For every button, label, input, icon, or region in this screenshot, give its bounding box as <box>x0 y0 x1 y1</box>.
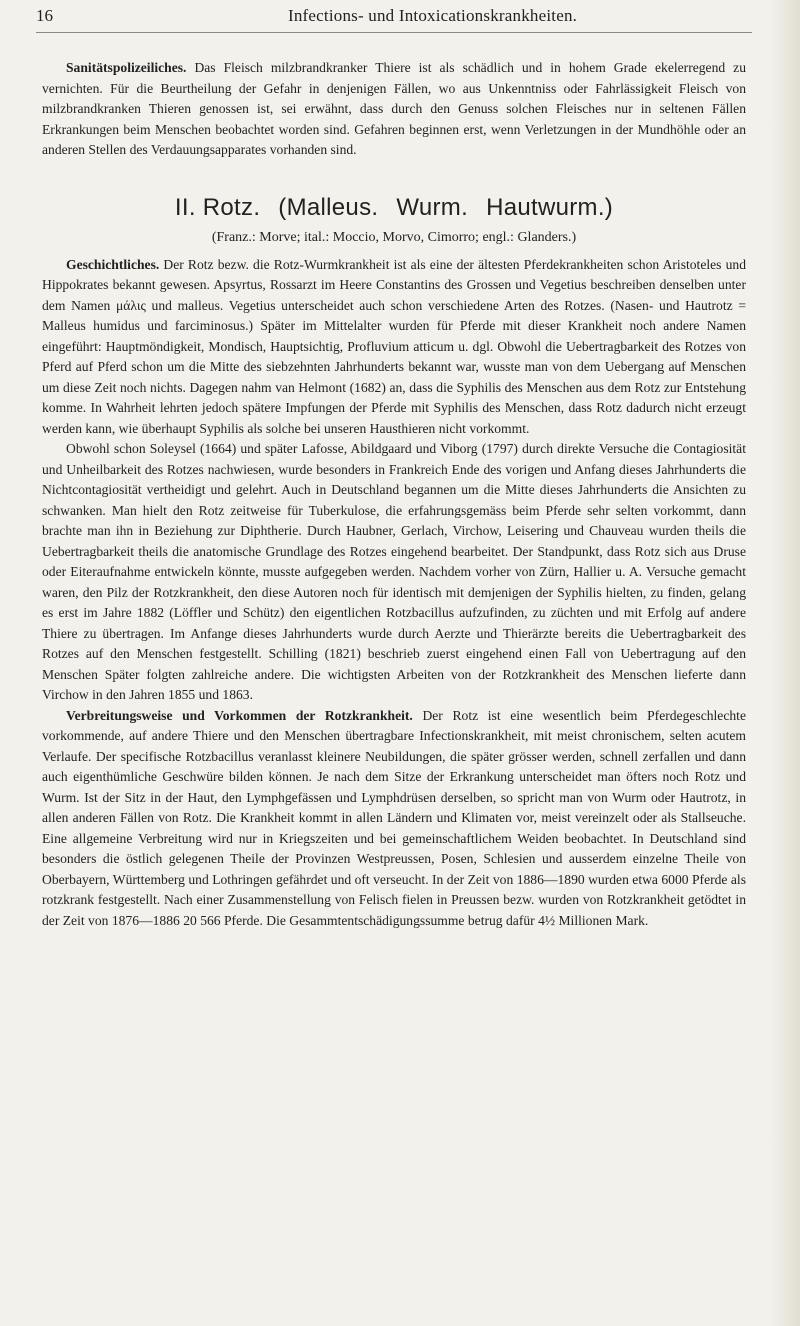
body-text <box>42 58 746 931</box>
running-title: Infections- und Intoxicationskrankheiten. <box>288 6 578 25</box>
chapter-number: II. <box>174 193 196 221</box>
section-lead-history: Geschichtliches. <box>66 256 160 272</box>
paragraph-text: Der Rotz bezw. die Rotz-Wurmkrankheit ist als eine der ältesten Pferdekrankheiten schon Aristoteles und Hippokrates bekannt gewesen. Apsyrtus, Rossarzt im Heere Constantins des Grossen und Vegetius beschreiben denselben unter dem Namen μάλις und malleus. Vegetius unterscheidet auch schon verschiedene Arten des Rotzes. (Nasen- und Hautrotz = Malleus humidus und farciminosus.) Später im Mittelalter wurden für Pferde mit dieser Krankheit noch andere Namen eingeführt: Hauptmöndigkeit, Mondisch, Hauptsichtig, Profluvium atticum u. dgl. Obwohl die Uebertragbarkeit des Rotzes von Pferd auf Pferd schon um die Mitte des siebzehnten Jahrhunderts bekannt war, wusste man von dem Uebergang auf Menschen um diese Zeit noch nichts. Dagegen nahm van Helmont (1682) an, dass die Syphilis des Menschen aus dem Rotz zur Entstehung komme. In Wahrheit lehrten jedoch spätere Impfungen der Pferde mit Syphilis des Menschen, dass Rotz dadurch nicht erzeugt werden kann, wie überhaupt Syphilis als solche bei unseren Hausthieren nicht vorkommt. <box>42 256 746 436</box>
paragraph-text: Das Fleisch milzbrandkranker Thiere ist als schädlich und in hohem Grade ekelerregend zu vernichten. Für die Beurtheilung der Gefahr in denjenigen Fällen, wo aus Unkenntniss oder Fahrlässigkeit Fleisch von milzbrandkranken Thieren genossen ist, sei erwähnt, dass durch den Genuss solchen Fleisches nur in seltenen Fällen Erkrankungen beim Menschen beobachtet worden sind. Gefahren beginnen erst, wenn Verletzungen in der Mundhöhle oder an anderen Stellen des Verdauungsapparates vorhanden sind. <box>42 60 746 157</box>
paragraph-sanitary <box>42 58 746 161</box>
paragraph-history-continued: Obwohl schon Soleysel (1664) und später Lafosse, Abildgaard und Viborg (1797) durch direkte Versuche die Contagiosität und Unheilbarkeit des Rotzes nachwiesen, wurde besonders in Frankreich Ende des vorigen und Anfang dieses Jahrhunderts die Nichtcontagiosität vertheidigt und gelehrt. Auch in Deutschland begannen um die Mitte dieses Jahrhunderts die Ansichten zu schwanken. Man hielt den Rotz zeitweise für Tuberkulose, die erfahrungsgemäss beim Pferde sehr selten vorkommt, dann brachte man ihn in Beziehung zur Diphtherie. Durch Haubner, Gerlach, Virchow, Leisering und Chauveau wurden theils die Uebertragbarkeit theils die anatomische Grundlage des Rotzes eingehend bearbeitet. Der Standpunkt, dass Rotz sich aus Druse oder Eiteraufnahme entwickeln könnte, musste aufgegeben werden. Nachdem vorher von Zürn, Hallier u. A. Versuche gemacht waren, den Pilz der Rotzkrankheit, den diese Autoren noch für identisch mit demjenigen der Syphilis hielten, zu finden, gelang es erst im Jahre 1882 (Löffler und Schütz) den eigentlichen Rotzbacillus aufzufinden, zu züchten und mit Erfolg auf andere Thiere zu übertragen. Im Anfange dieses Jahrhunderts wurde durch Aerzte und Thierärzte bereits die Uebertragbarkeit des Rotzes auf den Menschen festgestellt. Schilling (1821) beschrieb zuerst eingehend einen Fall von Uebertragung auf den Menschen Später folgten zahlreiche andere. Die wichtigsten Arbeiten von der Rotzkrankheit des Menschen lieferte dann Virchow in den Jahren 1855 und 1863. <box>42 441 746 702</box>
page-number: 16 <box>36 6 53 25</box>
book-page <box>36 0 752 1326</box>
chapter-heading <box>42 193 746 223</box>
chapter-skin-name: Hautwurm.) <box>486 193 614 221</box>
page-edge-shadow <box>770 0 800 1326</box>
chapter-latin-name: (Malleus. <box>278 193 379 221</box>
paragraph-text: Der Rotz ist eine wesentlich beim Pferdegeschlechte vorkommende, auf andere Thiere und den Menschen übertragbare Infectionskrankheit, mit meist chronischem, selten acutem Verlaufe. Der specifische Rotzbacillus veranlasst kleinere Neubildungen, die später grösser werden, schnell zerfallen und dann auch eigenthümliche Geschwüre bilden können. Je nach dem Sitze der Erkrankung unterscheidet man öfters noch Rotz und Wurm. Ist der Sitz in der Haut, den Lymphgefässen und Lymphdrüsen derselben, so spricht man von Wurm oder Hautrotz, in allen anderen Fällen von Rotz. Die Krankheit kommt in allen Ländern und Klimaten vor, meist vereinzelt oder als Stallseuche. Eine allgemeine Verbreitung wird nur in Kriegszeiten und bei gemeinschaftlichem Weiden beobachtet. In Deutschland sind besonders die östlich gelegenen Theile der Provinzen Westpreussen, Posen, Schlesien und ausserdem einzelne Theile von Oberbayern, Württemberg und Lothringen gefährdet und oft verseucht. In der Zeit von 1886—1890 wurden etwa 6000 Pferde als rotzkrank festgestellt. Nach einer Zusammenstellung von Felisch fielen in Preussen bezw. wurden von Rotzkrankheit getödtet in der Zeit von 1876—1886 20 566 Pferde. Die Gesammtentschädigungssumme betrug dafür 4½ Millionen Mark. <box>42 707 746 928</box>
paragraph-history <box>42 255 746 440</box>
chapter-synonyms: (Franz.: Morve; ital.: Moccio, Morvo, Cimorro; engl.: Glanders.) <box>211 229 577 245</box>
running-header <box>36 4 752 33</box>
chapter-worm-name: Wurm. <box>396 193 469 221</box>
section-lead-sanitary: Sanitätspolizeiliches. <box>66 60 187 75</box>
section-lead-distribution: Verbreitungsweise und Vorkommen der Rotzkrankheit. <box>66 707 413 723</box>
paragraph-distribution <box>42 706 746 932</box>
chapter-name: Rotz. <box>202 193 261 221</box>
